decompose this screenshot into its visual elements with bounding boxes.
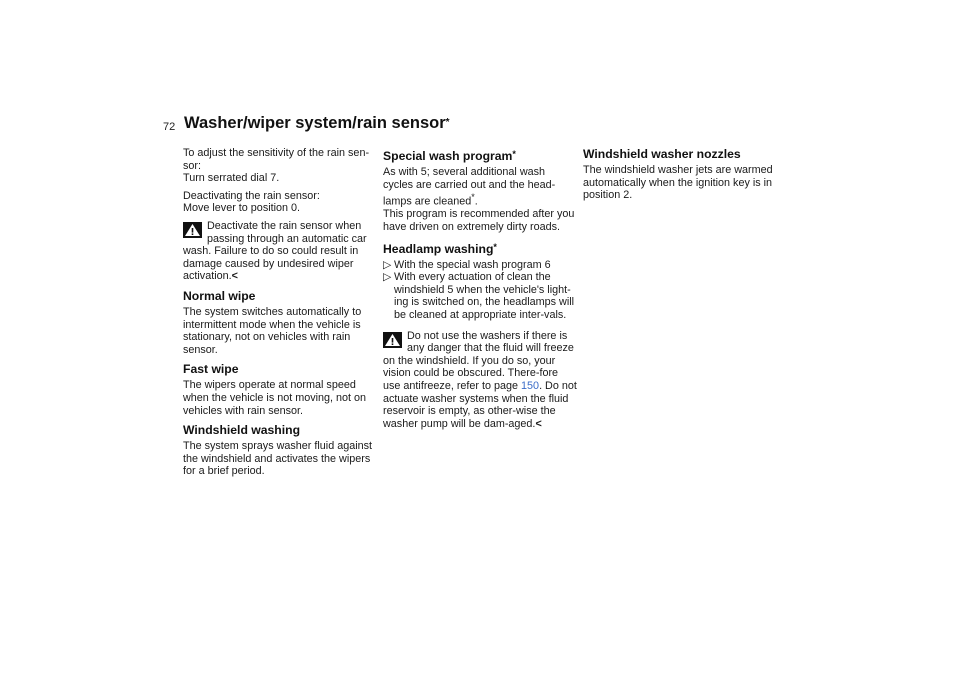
list-item	[383, 271, 577, 321]
deactivate-line-1: Deactivating the rain sensor:	[183, 189, 320, 202]
sentence-end: .	[474, 195, 478, 208]
page-title	[184, 114, 450, 133]
warning-antifreeze	[383, 330, 577, 431]
fast-wipe-text: The wipers operate at normal speed when the vehicle is not moving, not on vehicles with rain sensor.	[183, 379, 367, 417]
special-wash-sentence: As with 5; several additional wash cycles are carried out and the head-lamps are cleaned	[383, 166, 556, 208]
page-number: 72	[163, 121, 176, 133]
headlamp-list	[383, 259, 577, 322]
page-title-text: Washer/wiper system/rain sensor	[184, 114, 446, 132]
intro-paragraph	[183, 147, 377, 185]
list-item-text: With every actuation of clean the windshield 5 when the vehicle's light-ing is switched on, the headlamps will be cleaned at appropriate inter-vals.	[394, 271, 575, 321]
special-wash-text-1	[383, 166, 577, 234]
warning-car-wash	[183, 220, 377, 283]
intro-line-1: To adjust the sensitivity of the rain sen-sor:	[183, 147, 370, 172]
optional-equipment-star: *	[471, 192, 475, 203]
optional-equipment-star: *	[445, 117, 450, 128]
deactivate-paragraph	[183, 190, 377, 215]
heading-windshield-washing: Windshield washing	[183, 423, 301, 438]
heading-headlamp-text: Headlamp washing	[383, 241, 494, 256]
column-right	[583, 147, 777, 207]
intro-line-2: Turn serrated dial 7.	[183, 172, 280, 185]
end-mark: <	[231, 270, 238, 283]
column-middle	[383, 147, 577, 435]
heading-special-wash-text: Special wash program	[383, 149, 513, 163]
heading-normal-wipe: Normal wipe	[183, 288, 256, 303]
list-item	[383, 259, 577, 272]
warning-triangle-icon	[383, 332, 402, 348]
heading-washer-nozzles: Windshield washer nozzles	[583, 147, 741, 161]
windshield-washing-text: The system sprays washer fluid against the windshield and activates the wipers for a brief period.	[183, 440, 373, 478]
heading-special-wash	[383, 147, 577, 164]
column-left	[183, 147, 377, 483]
optional-equipment-star: *	[493, 241, 497, 252]
warning-triangle-icon	[183, 222, 202, 238]
deactivate-line-2: Move lever to position 0.	[183, 202, 301, 215]
washer-nozzles-text: The windshield washer jets are warmed automatically when the ignition key is in position 2.	[583, 164, 773, 202]
list-item-text: With the special wash program 6	[394, 258, 551, 271]
special-wash-text-2: This program is recommended after you have driven on extremely dirty roads.	[383, 208, 575, 233]
warning-text-end: . Do not actuate washer systems when the fluid reservoir is empty, as other-wise the washer pump will be dam-aged.	[383, 379, 577, 430]
bullet-icon: ▷	[383, 258, 392, 271]
optional-equipment-star: *	[512, 149, 516, 159]
warning-text: Deactivate the rain sensor when passing through an automatic car wash. Failure to do so could result in damage caused by undesired wiper activation.	[183, 219, 367, 283]
end-mark: <	[535, 417, 542, 430]
page-reference-link[interactable]: 150	[521, 379, 540, 392]
bullet-icon: ▷	[383, 271, 392, 284]
normal-wipe-text: The system switches automatically to intermittent mode when the vehicle is stationary, not on vehicles with rain sensor.	[183, 305, 362, 356]
heading-headlamp-washing	[383, 240, 577, 257]
heading-fast-wipe: Fast wipe	[183, 362, 239, 377]
warning-text: Do not use the washers if there is any danger that the fluid will freeze on the windshield. If you do so, your vision could be obscured. There-fore use antifreeze, refer to page	[383, 329, 574, 392]
